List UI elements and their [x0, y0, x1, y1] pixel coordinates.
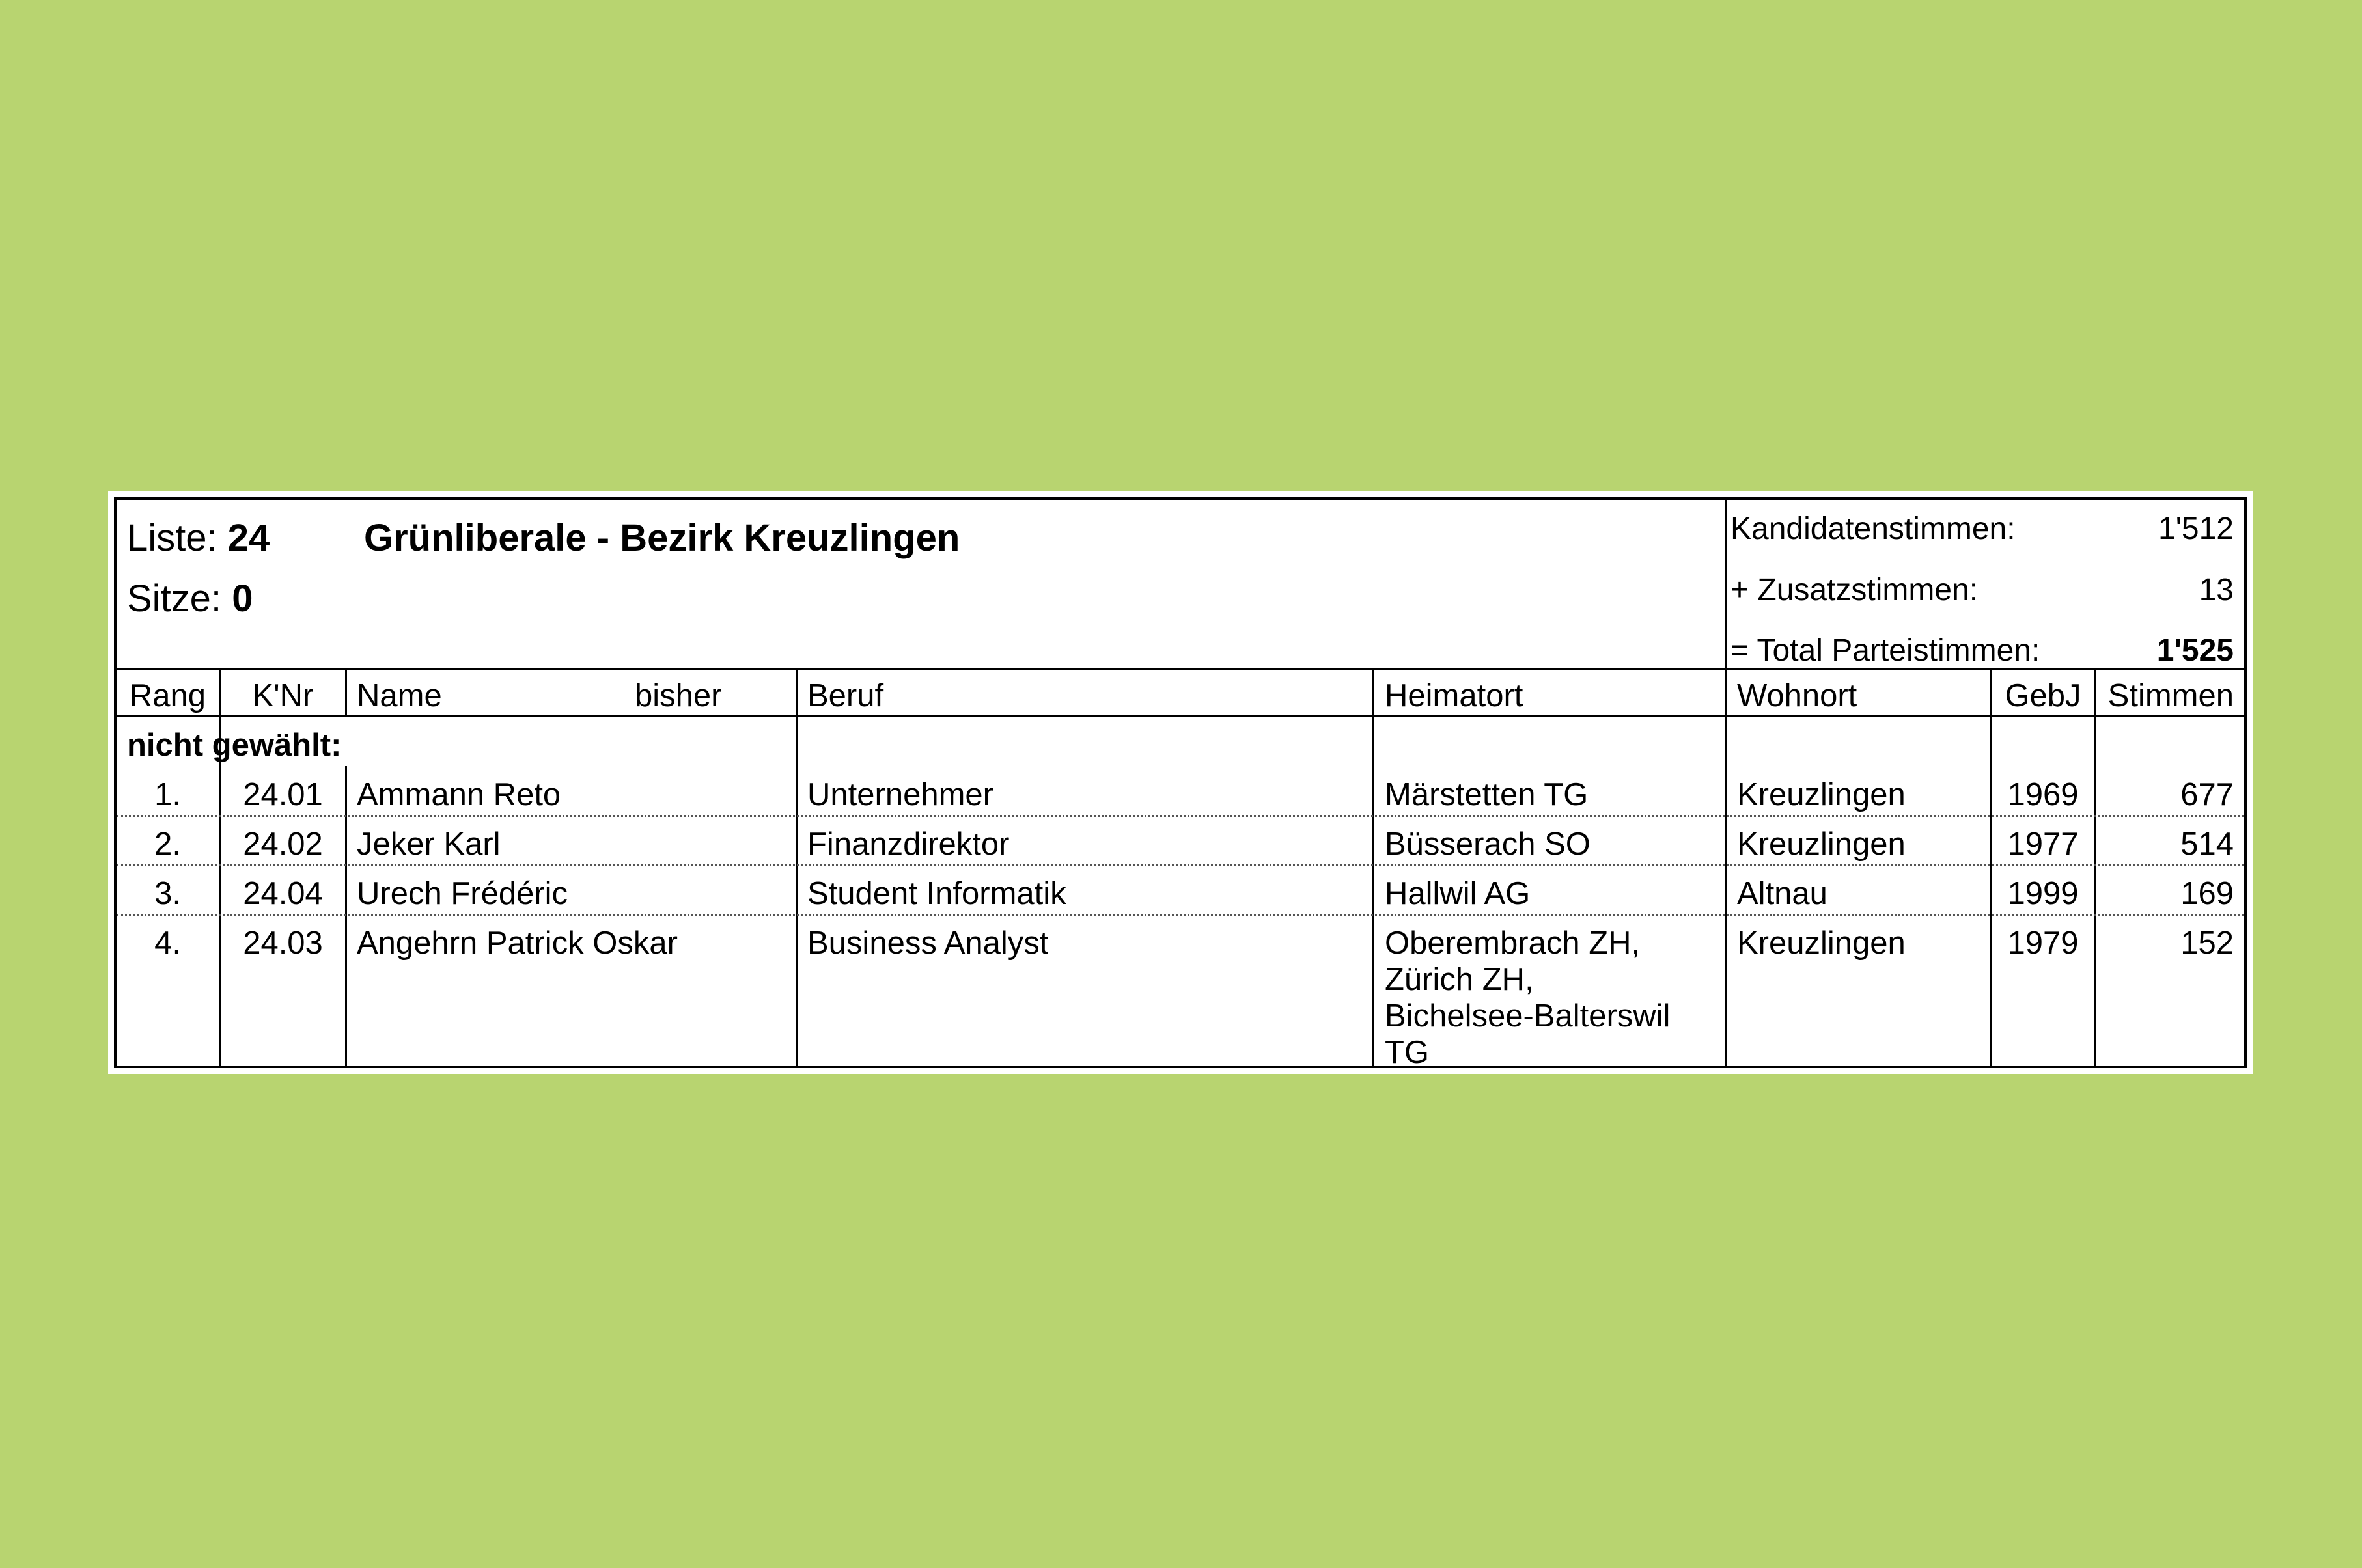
col-divider-3	[796, 668, 798, 1066]
candidate-votes-value: 1'512	[2158, 512, 2234, 546]
col-divider-2a	[345, 668, 347, 715]
cell-name: Ammann Reto	[357, 777, 561, 812]
cell-heimatort-line3: Bichelsee-Balterswil	[1385, 998, 1671, 1034]
col-divider-7	[2094, 668, 2096, 1066]
list-name: Grünliberale - Bezirk Kreuzlingen	[364, 517, 960, 559]
list-number: 24	[227, 517, 270, 559]
seats-label: Sitze:	[127, 577, 222, 620]
cell-heimatort: Hallwil AG	[1385, 876, 1531, 911]
col-header-rang: Rang	[129, 678, 206, 713]
cell-gebj: 1999	[2007, 876, 2079, 911]
cell-knr: 24.04	[243, 876, 323, 911]
total-votes-value: 1'525	[2156, 633, 2234, 668]
cell-knr: 24.03	[243, 926, 323, 961]
cell-beruf: Finanzdirektor	[807, 827, 1010, 862]
row-separator	[117, 864, 2244, 866]
cell-rang: 2.	[154, 827, 181, 862]
seats-heading	[127, 577, 253, 620]
cell-stimmen: 169	[2180, 876, 2234, 911]
seats-value: 0	[232, 577, 253, 620]
cell-wohnort: Kreuzlingen	[1737, 926, 1906, 961]
cell-knr: 24.02	[243, 827, 323, 862]
cell-heimatort: Märstetten TG	[1385, 777, 1589, 812]
list-heading	[127, 519, 270, 557]
results-sheet	[108, 491, 2253, 1074]
cell-heimatort-line1: Oberembrach ZH,	[1385, 926, 1641, 961]
cell-stimmen: 677	[2180, 777, 2234, 812]
col-header-gebj: GebJ	[2005, 678, 2081, 713]
total-votes-label: = Total Parteistimmen:	[1730, 633, 2040, 668]
cell-wohnort: Altnau	[1737, 876, 1827, 911]
cell-wohnort: Kreuzlingen	[1737, 827, 1906, 862]
list-label: Liste:	[127, 517, 217, 559]
cell-rang: 4.	[154, 926, 181, 961]
results-table-frame	[114, 497, 2247, 1068]
cell-rang: 1.	[154, 777, 181, 812]
row-separator	[117, 815, 2244, 817]
col-divider-4	[1372, 668, 1374, 1066]
col-divider-2b	[345, 766, 347, 1066]
section-not-elected: nicht gewählt:	[127, 728, 342, 763]
cell-name: Urech Frédéric	[357, 876, 568, 911]
col-header-heimatort: Heimatort	[1385, 678, 1523, 713]
col-divider-5	[1725, 668, 1727, 1066]
cell-name: Angehrn Patrick Oskar	[357, 926, 678, 961]
cell-heimatort-line2: Zürich ZH,	[1385, 962, 1534, 997]
col-header-wohnort: Wohnort	[1737, 678, 1857, 713]
col-header-stimmen: Stimmen	[2107, 678, 2234, 713]
additional-votes-value: 13	[2199, 573, 2234, 607]
cell-name: Jeker Karl	[357, 827, 501, 862]
col-header-beruf: Beruf	[807, 678, 884, 713]
cell-gebj: 1979	[2007, 926, 2079, 961]
col-header-name: Name	[357, 678, 442, 713]
cell-heimatort-line4: TG	[1385, 1035, 1430, 1070]
column-header-rule	[117, 715, 2244, 717]
col-header-bisher: bisher	[635, 678, 722, 713]
candidate-votes-label: Kandidatenstimmen:	[1730, 512, 2016, 546]
cell-heimatort: Büsserach SO	[1385, 827, 1591, 862]
cell-wohnort: Kreuzlingen	[1737, 777, 1906, 812]
cell-gebj: 1977	[2007, 827, 2079, 862]
row-separator	[117, 914, 2244, 916]
col-divider-6	[1990, 668, 1992, 1066]
summary-divider	[1725, 500, 1727, 668]
additional-votes-label: + Zusatzstimmen:	[1730, 573, 1979, 607]
header-rule	[117, 668, 2244, 670]
cell-rang: 3.	[154, 876, 181, 911]
cell-stimmen: 514	[2180, 827, 2234, 862]
cell-beruf: Student Informatik	[807, 876, 1066, 911]
cell-gebj: 1969	[2007, 777, 2079, 812]
cell-knr: 24.01	[243, 777, 323, 812]
cell-stimmen: 152	[2180, 926, 2234, 961]
cell-beruf: Business Analyst	[807, 926, 1049, 961]
col-header-knr: K'Nr	[252, 678, 314, 713]
cell-beruf: Unternehmer	[807, 777, 993, 812]
